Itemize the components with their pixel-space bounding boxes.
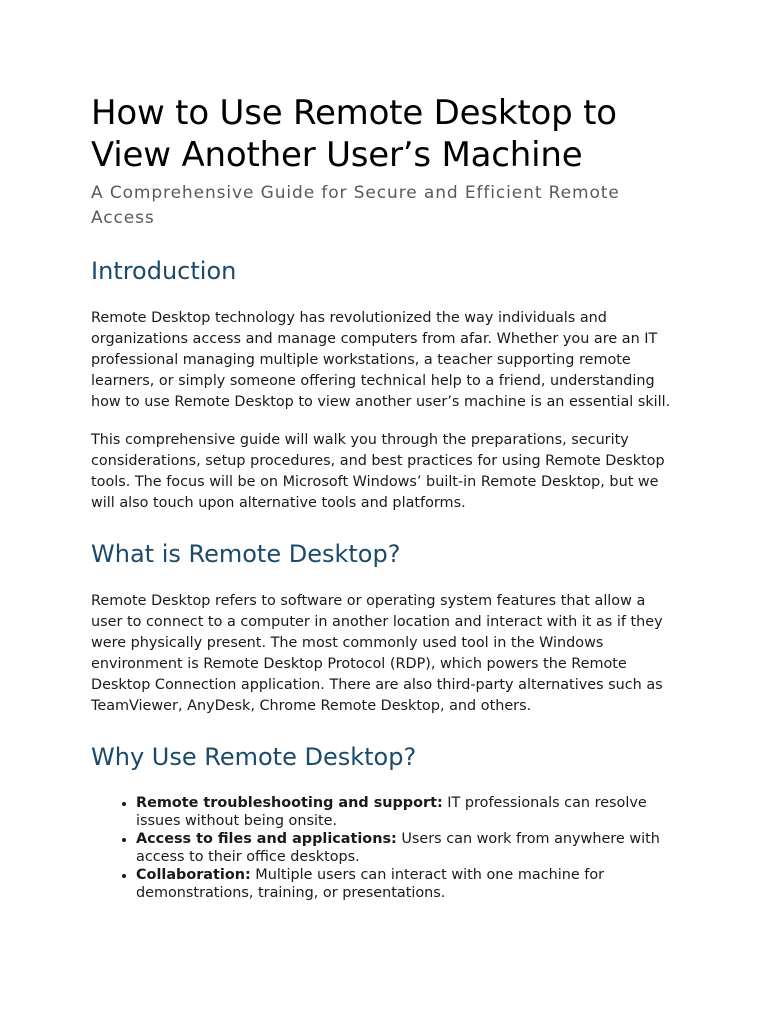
list-item-term: Access to files and applications: [136, 831, 397, 847]
list-item-text: Users can work from anywhere with access to their office desktops. [136, 831, 660, 865]
list-item [136, 866, 681, 902]
introduction-paragraph-2: This comprehensive guide will walk you through the preparations, security considerations, setup procedures, and best practices for using Remote Desktop tools. The focus will be on Microsoft Windows’ built-in Remote Desktop, but we will also touch upon alternative tools and platforms. [91, 432, 665, 511]
page-title: How to Use Remote Desktop to View Another User’s Machine [91, 93, 617, 175]
section-heading-introduction: Introduction [91, 257, 237, 285]
section-heading-why-use: Why Use Remote Desktop? [91, 743, 417, 771]
why-use-list [91, 794, 681, 902]
document-page [91, 92, 681, 902]
what-is-paragraph-1: Remote Desktop refers to software or operating system features that allow a user to connect to a computer in another location and interact with it as if they were physically present. The most commonly used tool in the Windows environment is Remote Desktop Protocol (RDP), which powers the Remote Desktop Connection application. There are also third-party alternatives such as TeamViewer, AnyDesk, Chrome Remote Desktop, and others. [91, 593, 663, 714]
list-item [136, 830, 681, 866]
introduction-paragraph-1: Remote Desktop technology has revolutionized the way individuals and organizations access and manage computers from afar. Whether you are an IT professional managing multiple workstations, a teacher supporting remote learners, or simply someone offering technical help to a friend, understanding how to use Remote Desktop to view another user’s machine is an essential skill. [91, 310, 671, 410]
list-item-text: IT professionals can resolve issues without being onsite. [136, 795, 647, 829]
list-item-term: Remote troubleshooting and support: [136, 795, 443, 811]
list-item-term: Collaboration: [136, 867, 251, 883]
list-item-text: Multiple users can interact with one machine for demonstrations, training, or presentations. [136, 867, 605, 901]
section-heading-what-is: What is Remote Desktop? [91, 540, 401, 568]
list-item [136, 794, 681, 830]
page-subtitle: A Comprehensive Guide for Secure and Efficient Remote Access [91, 183, 620, 228]
